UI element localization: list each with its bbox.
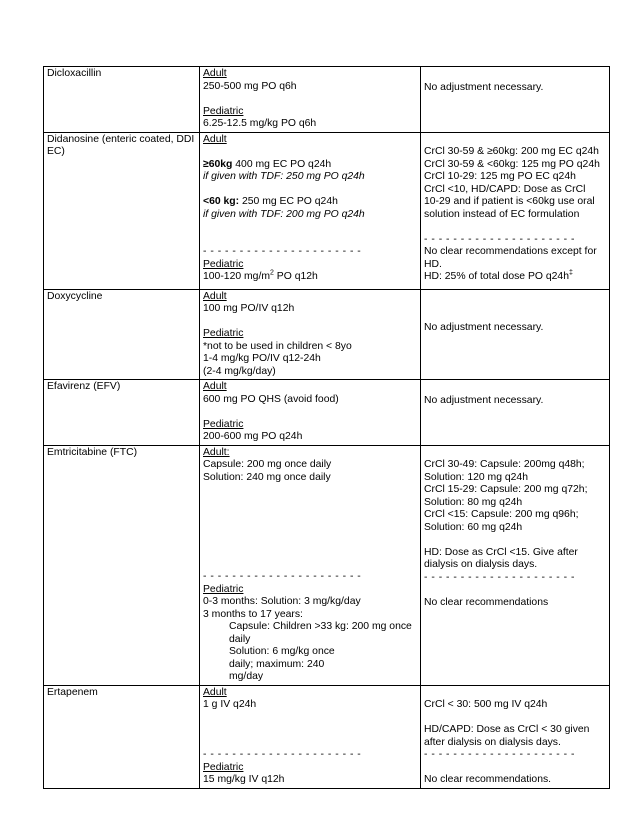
dosing-cell [200,445,421,685]
dosing-cell [200,67,421,133]
section-divider: - - - - - - - - - - - - - - - - - - - - - - [203,246,362,257]
table-row [44,685,610,788]
adult-dose: 600 mg PO QHS (avoid food) [203,393,339,405]
pediatric-label: Pediatric [203,328,244,339]
pediatric-indented-line: Capsule: Children >33 kg: 200 mg once [229,621,412,632]
section-divider: - - - - - - - - - - - - - - - - - - - - - - [203,571,362,582]
adult-label: Adult: [203,446,230,458]
renal-adjustment: No adjustment necessary. [424,81,544,93]
adult-label: Adult [203,68,227,79]
drug-name-cell [44,67,200,133]
adult-dose: 250-500 mg PO q6h [203,80,297,92]
renal-adjustment-cell [421,67,610,133]
section-divider: - - - - - - - - - - - - - - - - - - - - - [424,749,575,760]
drug-name-cell [44,380,200,446]
pediatric-line: 1-4 mg/kg PO/IV q12-24h [203,353,321,364]
table-row [44,289,610,380]
renal-adjustment: No adjustment necessary. [424,321,544,333]
drug-name: Ertapenem [47,686,98,698]
dosing-cell [200,685,421,788]
drug-name: Emtricitabine (FTC) [47,446,138,458]
table-row [44,380,610,446]
hd-line: HD/CAPD: Dose as CrCl < 30 given [424,724,590,735]
renal-adjustment-cell [421,380,610,446]
renal-line: CrCl <10, HD/CAPD: Dose as CrCl [424,183,586,195]
pediatric-label: Pediatric [203,583,244,595]
drug-dosing-table [43,66,610,789]
pediatric-line: 3 months to 17 years: [203,608,303,620]
renal-line: CrCl 15-29: Capsule: 200 mg q72h; [424,484,588,495]
drug-name: Didanosine (enteric coated, DDI EC) [47,133,195,157]
adult-dose: 100 mg PO/IV q12h [203,303,295,314]
renal-adjustment-cell [421,132,610,289]
section-divider: - - - - - - - - - - - - - - - - - - - - - - [203,749,362,760]
renal-line: CrCl 30-59 & ≥60kg: 200 mg EC q24h [424,146,599,157]
pediatric-label: Pediatric [203,258,244,270]
table-row [44,445,610,685]
adult-label: Adult [203,133,227,145]
pediatric-indented-line: Solution: 6 mg/kg once [229,646,335,657]
pediatric-label: Pediatric [203,761,244,773]
adult-dose: Solution: 240 mg once daily [203,471,331,483]
section-divider: - - - - - - - - - - - - - - - - - - - - - [424,233,575,245]
renal-line: CrCl < 30: 500 mg IV q24h [424,699,548,710]
pediatric-renal: No clear recommendations [424,596,549,608]
adult-dose: 400 mg EC PO q24h [232,158,332,170]
pediatric-dose: 15 mg/kg IV q12h [203,774,285,785]
renal-line: Solution: 60 mg q24h [424,521,523,533]
table-row [44,132,610,289]
adult-label: Adult [203,290,227,302]
tdf-dose-note: if given with TDF: 250 mg PO q24h [203,171,365,182]
drug-name: Efavirenz (EFV) [47,381,121,392]
drug-name-cell [44,445,200,685]
drug-name-cell [44,132,200,289]
renal-adjustment-cell [421,685,610,788]
renal-adjustment-cell [421,445,610,685]
drug-name-cell [44,289,200,380]
hd-line: HD: Dose as CrCl <15. Give after [424,546,578,558]
section-divider: - - - - - - - - - - - - - - - - - - - - - [424,571,575,583]
table-row [44,67,610,133]
renal-line: Solution: 80 mg q24h [424,496,523,508]
renal-line: CrCl 10-29: 125 mg PO EC q24h [424,171,576,182]
drug-name: Dicloxacillin [47,68,102,79]
hd-line: dialysis on dialysis days. [424,559,538,570]
adult-label: Adult [203,381,227,392]
tdf-dose-note: if given with TDF: 200 mg PO q24h [203,208,365,220]
dosing-cell [200,132,421,289]
adult-dose: 1 g IV q24h [203,699,257,710]
pediatric-renal-hd: HD: 25% of total dose PO q24h‡ [424,269,573,282]
renal-line: solution instead of EC formulation [424,208,580,220]
renal-line: 10-29 and if patient is <60kg use oral [424,196,595,207]
weight-criterion: ≥60kg [203,158,233,170]
drug-name: Doxycycline [47,290,103,302]
pediatric-indented-line: daily; maximum: 240 [229,658,325,670]
pediatric-line: 0-3 months: Solution: 3 mg/kg/day [203,596,361,607]
drug-name-cell [44,685,200,788]
pediatric-label: Pediatric [203,418,244,430]
dosing-cell [200,380,421,446]
renal-line: CrCl <15: Capsule: 200 mg q96h; [424,509,579,520]
pediatric-indented-line: mg/day [229,671,264,682]
pediatric-renal: HD. [424,258,442,270]
pediatric-line: (2-4 mg/kg/day) [203,365,276,377]
renal-line: CrCl 30-49: Capsule: 200mg q48h; [424,459,585,470]
hd-line: after dialysis on dialysis days. [424,736,561,748]
pediatric-dose: 100-120 $mg/m^2$ PO q12h [203,269,318,282]
pediatric-line: *not to be used in children < 8yo [203,340,352,352]
renal-adjustment-cell [421,289,610,380]
pediatric-dose: 200-600 mg PO q24h [203,431,303,442]
dosing-cell [200,289,421,380]
adult-dose: 250 mg EC PO q24h [239,196,338,207]
renal-line: Solution: 120 mg q24h [424,471,528,483]
pediatric-dose: 6.25-12.5 mg/kg PO q6h [203,118,317,129]
weight-criterion: <60 kg: [203,196,240,207]
adult-dose: Capsule: 200 mg once daily [203,459,332,470]
renal-adjustment: No adjustment necessary. [424,394,544,406]
pediatric-renal: No clear recommendations. [424,774,552,785]
pediatric-renal: No clear recommendations except for [424,246,597,257]
pediatric-indented-line: daily [229,633,251,645]
adult-label: Adult [203,686,227,698]
pediatric-label: Pediatric [203,105,244,117]
renal-line: CrCl 30-59 & <60kg: 125 mg PO q24h [424,158,600,170]
